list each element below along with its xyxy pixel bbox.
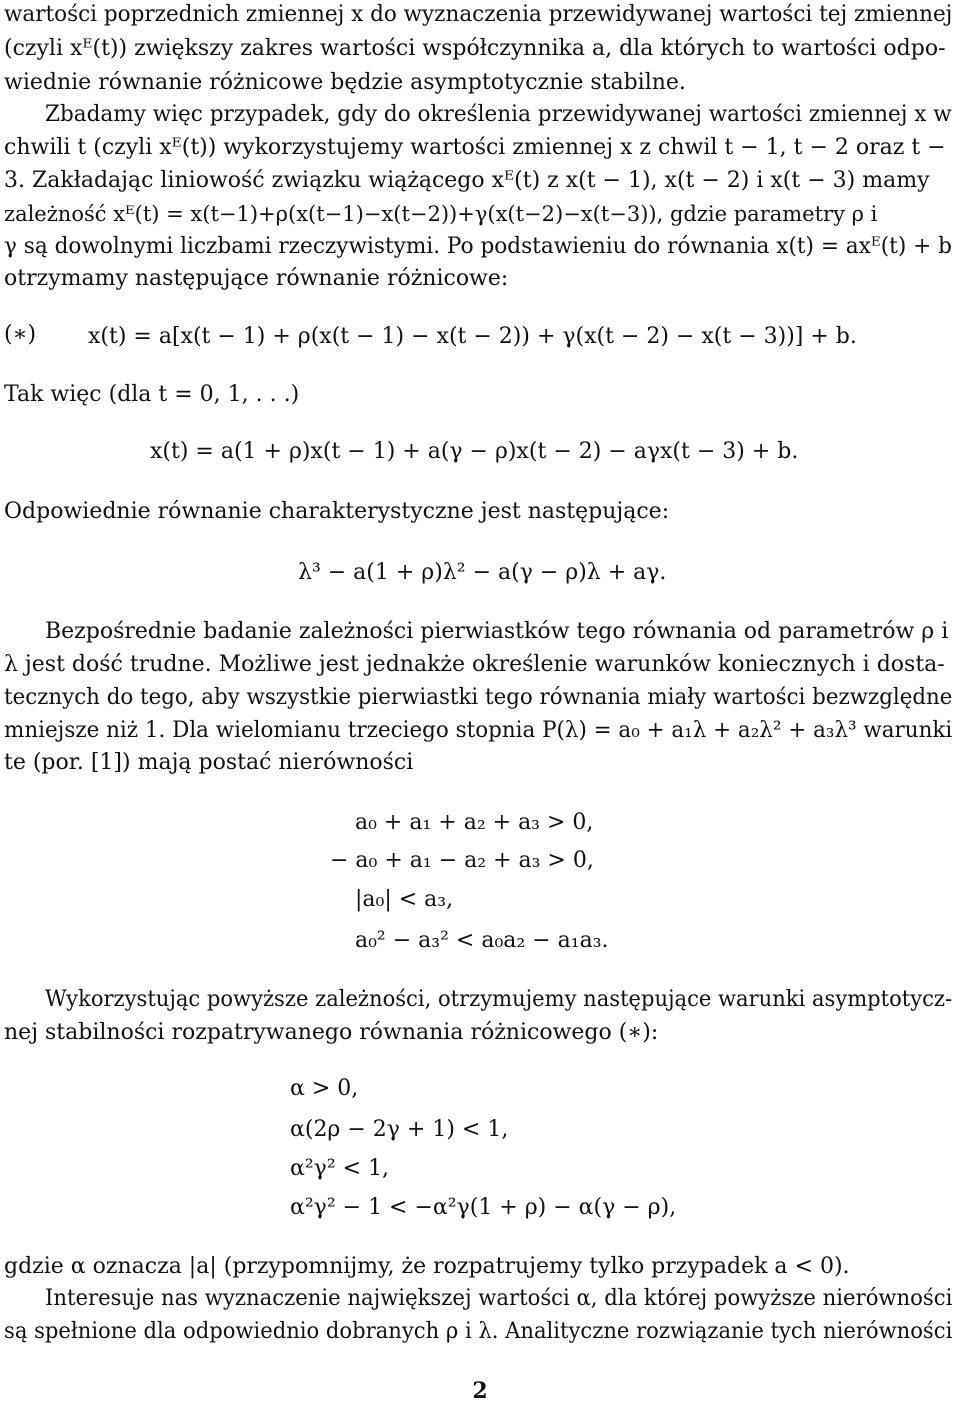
- inequality: |a₀| < a₃,: [355, 887, 454, 912]
- stability-condition: α²γ² − 1 < −α²γ(1 + ρ) − α(γ − ρ),: [290, 1195, 677, 1220]
- text-line: 3. Zakładając liniowość związku wiążącego xᴱ(t) z x(t − 1), x(t − 2) i x(t − 3) mamy: [4, 168, 930, 193]
- text-line: chwili t (czyli xᴱ(t)) wykorzystujemy wartości zmiennej x z chwil t − 1, t − 2 oraz t −: [4, 135, 946, 160]
- inequality: a₀² − a₃² < a₀a₂ − a₁a₃.: [355, 928, 609, 953]
- text-line: są spełnione dla odpowiednio dobranych ρ i λ. Analityczne rozwiązanie tych nierówności: [4, 1319, 953, 1344]
- stability-condition: α²γ² < 1,: [290, 1156, 390, 1181]
- text-line: gdzie α oznacza |a| (przypomnijmy, że rozpatrujemy tylko przypadek a < 0).: [4, 1254, 850, 1279]
- text-line: zależność xᴱ(t) = x(t−1)+ρ(x(t−1)−x(t−2))+γ(x(t−2)−x(t−3)), gdzie parametry ρ i: [4, 202, 878, 226]
- text-line: Bezpośrednie badanie zależności pierwiastków tego równania od parametrów ρ i: [45, 619, 949, 644]
- text-line: te (por. [1]) mają postać nierówności: [4, 750, 414, 775]
- text-line: otrzymamy następujące równanie różnicowe:: [4, 266, 509, 291]
- characteristic-equation: λ³ − a(1 + ρ)λ² − a(γ − ρ)λ + aγ.: [298, 560, 667, 585]
- text-line: Tak więc (dla t = 0, 1, . . .): [4, 382, 300, 407]
- text-line: Wykorzystując powyższe zależności, otrzymujemy następujące warunki asymptotycz-: [45, 987, 953, 1012]
- equation-expanded: x(t) = a(1 + ρ)x(t − 1) + a(γ − ρ)x(t − 2) − aγx(t − 3) + b.: [150, 439, 799, 464]
- text-line: wiednie równanie różnicowe będzie asymptotycznie stabilne.: [4, 70, 686, 95]
- text-line: mniejsze niż 1. Dla wielomianu trzeciego stopnia P(λ) = a₀ + a₁λ + a₂λ² + a₃λ³ warunki: [4, 718, 953, 743]
- text-line: Zbadamy więc przypadek, gdy do określenia przewidywanej wartości zmiennej x w: [45, 102, 952, 127]
- text-line: nej stabilności rozpatrywanego równania różnicowego (∗):: [4, 1020, 659, 1045]
- text-line: Interesuje nas wyznaczenie największej wartości α, dla której powyższe nierówności: [45, 1286, 953, 1311]
- text-line: tecznych do tego, aby wszystkie pierwiastki tego równania miały wartości bezwzględne: [4, 685, 953, 710]
- text-line: wartości poprzednich zmiennej x do wyznaczenia przewidywanej wartości tej zmiennej: [4, 2, 953, 27]
- page-number: 2: [472, 1378, 488, 1404]
- inequality: − a₀ + a₁ − a₂ + a₃ > 0,: [330, 848, 594, 873]
- stability-condition: α(2ρ − 2γ + 1) < 1,: [290, 1117, 509, 1142]
- text-line: Odpowiednie równanie charakterystyczne jest następujące:: [4, 499, 670, 524]
- stability-condition: α > 0,: [290, 1076, 359, 1101]
- text-line: (czyli xᴱ(t)) zwiększy zakres wartości współczynnika a, dla których to wartości odpo-: [4, 36, 946, 61]
- equation-star: x(t) = a[x(t − 1) + ρ(x(t − 1) − x(t − 2)) + γ(x(t − 2) − x(t − 3))] + b.: [88, 324, 857, 349]
- equation-label: (∗): [4, 322, 37, 347]
- inequality: a₀ + a₁ + a₂ + a₃ > 0,: [355, 810, 594, 835]
- text-line: γ są dowolnymi liczbami rzeczywistymi. Po podstawieniu do równania x(t) = axᴱ(t) + b: [4, 234, 952, 259]
- text-line: λ jest dość trudne. Możliwe jest jednakże określenie warunków koniecznych i dosta-: [4, 652, 945, 677]
